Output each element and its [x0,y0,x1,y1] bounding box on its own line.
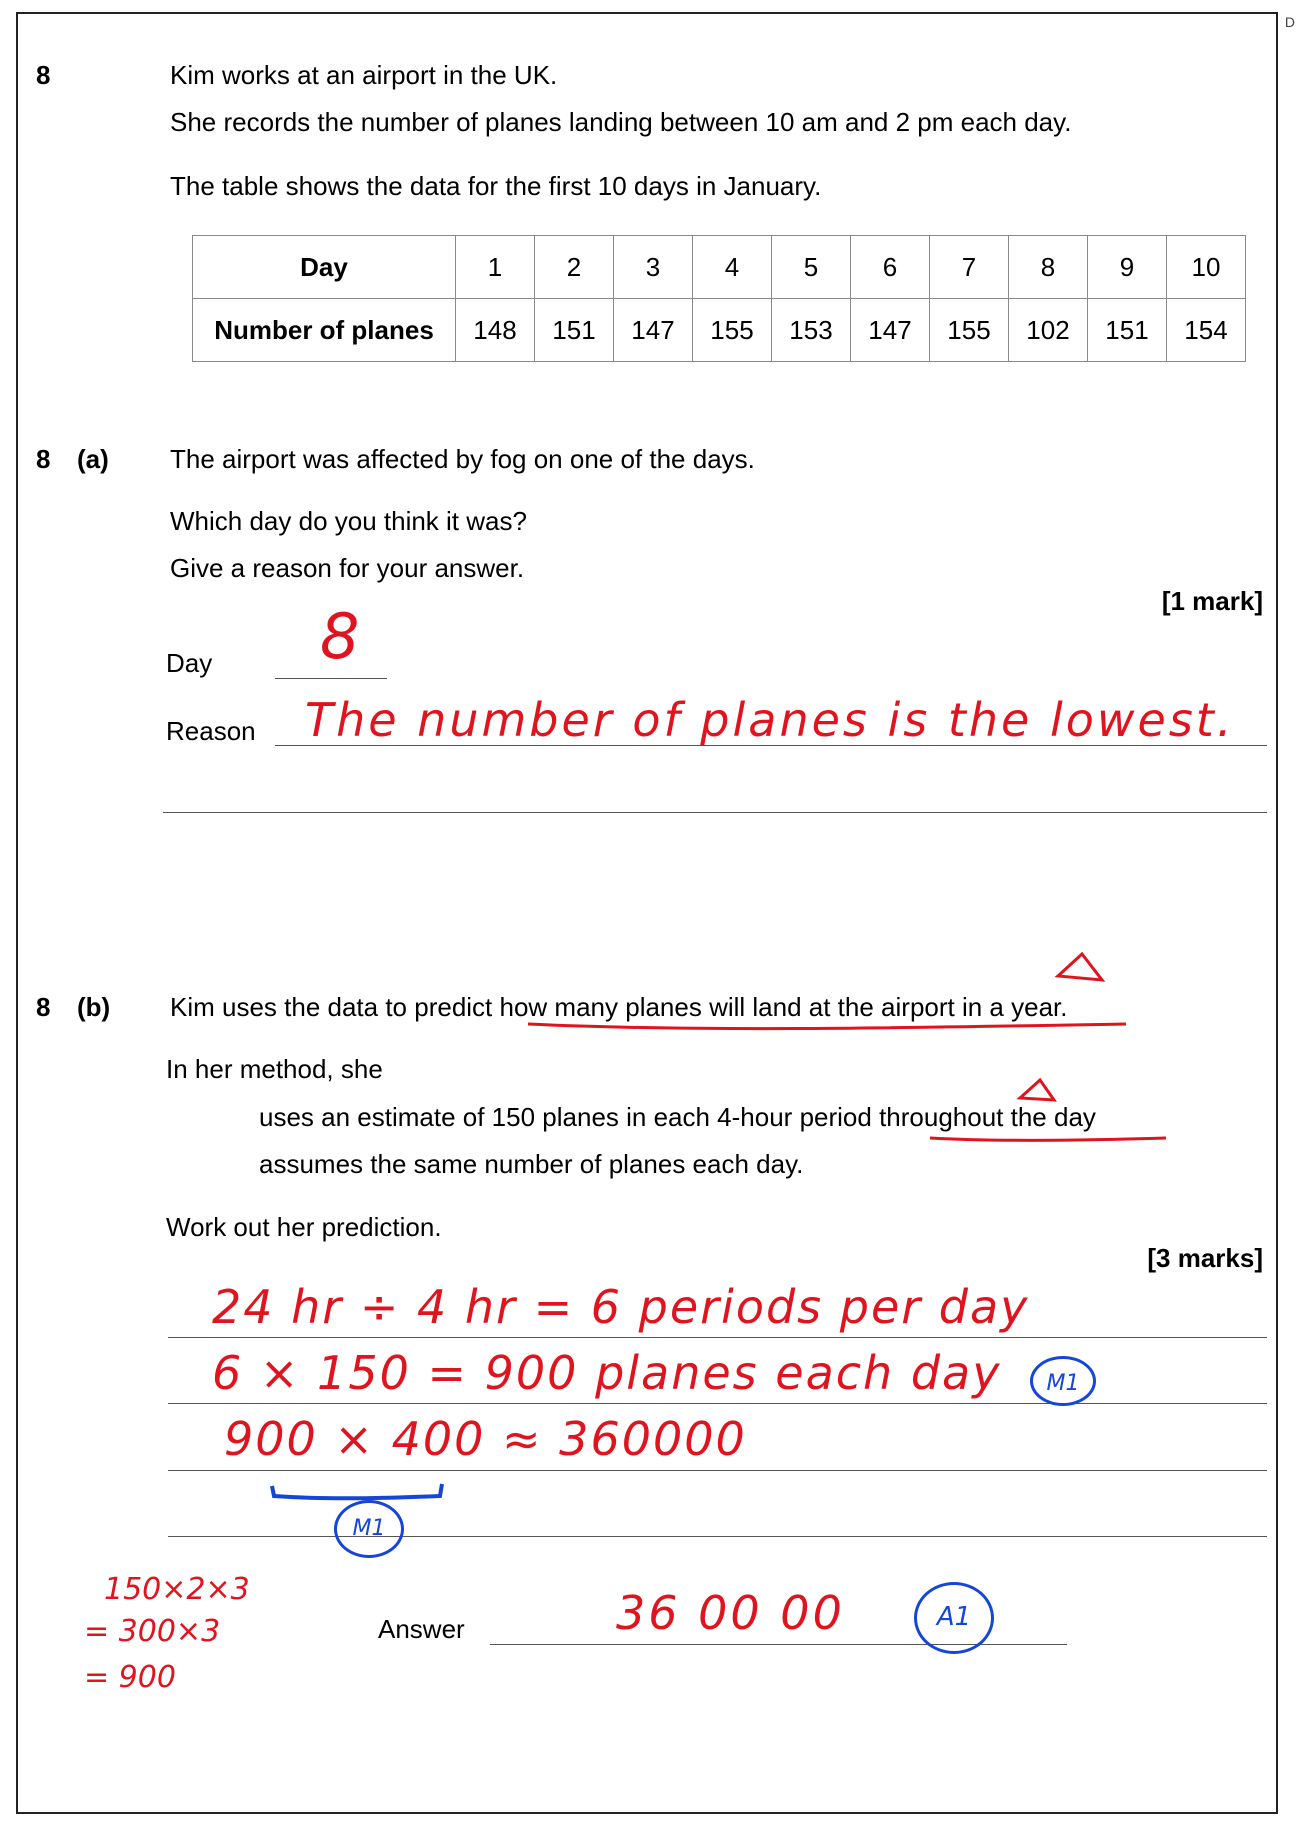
side-working-3: = 900 [84,1660,176,1695]
working-line [168,1403,1267,1404]
table-cell: 2 [535,236,614,299]
intro-line-1: Kim works at an airport in the UK. [170,60,558,90]
mark-a1-circle: A1 [914,1582,994,1654]
working-line [168,1536,1267,1537]
part-a-number: 8 [36,444,51,474]
table-cell: 147 [614,299,693,362]
table-cell: 155 [930,299,1009,362]
working-step-1: 24 hr ÷ 4 hr = 6 periods per day [212,1280,1030,1334]
part-a-label: (a) [77,444,109,474]
table-cell: 147 [851,299,930,362]
answer-label: Answer [378,1614,465,1644]
part-a-marks: [1 mark] [1161,586,1263,616]
reason-answer-handwritten: The number of planes is the lowest. [305,693,1235,747]
part-b-marks: [3 marks] [1147,1243,1263,1273]
part-b-number: 8 [36,992,51,1022]
table-cell: 154 [1167,299,1246,362]
part-b-bullet-2: assumes the same number of planes each day. [259,1149,804,1179]
table-cell: 8 [1009,236,1088,299]
side-working-2: = 300×3 [84,1614,221,1649]
table-cell: 5 [772,236,851,299]
part-b-line-3: Work out her prediction. [166,1212,442,1242]
intro-line-3: The table shows the data for the first 10 days in January. [170,171,822,201]
part-b-line-1: Kim uses the data to predict how many planes will land at the airport in a year. [170,992,1068,1022]
table-cell: 9 [1088,236,1167,299]
question-number: 8 [36,60,51,90]
working-line [168,1470,1267,1471]
table-cell: 7 [930,236,1009,299]
table-cell: 151 [535,299,614,362]
part-b-bullet-1: uses an estimate of 150 planes in each 4-hour period throughout the day [259,1102,1096,1132]
table-cell: 1 [456,236,535,299]
table-cell: 3 [614,236,693,299]
table-cell: 102 [1009,299,1088,362]
part-b-label: (b) [77,992,111,1022]
part-b-line-2: In her method, she [166,1054,383,1084]
table-row-planes [193,299,1246,362]
table-cell: 153 [772,299,851,362]
day-answer-line [275,678,387,679]
table-cell: 10 [1167,236,1246,299]
part-a-line-1: The airport was affected by fog on one of the days. [170,444,755,474]
answer-handwritten: 36 00 00 [616,1586,845,1640]
table-header-day: Day [193,236,456,299]
table-cell: 151 [1088,299,1167,362]
mark-m1-circle: M1 [334,1500,404,1558]
table-header-planes: Number of planes [193,299,456,362]
page-edge-mark: D [1284,14,1295,30]
day-label: Day [166,648,213,678]
planes-data-table [192,235,1246,362]
part-a-line-3: Give a reason for your answer. [170,553,525,583]
table-cell: 148 [456,299,535,362]
reason-label: Reason [166,716,256,746]
table-cell: 4 [693,236,772,299]
day-answer-handwritten: 8 [320,600,360,673]
part-a-line-2: Which day do you think it was? [170,506,527,536]
table-cell: 6 [851,236,930,299]
working-line [168,1337,1267,1338]
mark-m1-circle: M1 [1030,1356,1096,1406]
table-row-day [193,236,1246,299]
reason-extra-line [163,812,1267,813]
working-step-2: 6 × 150 = 900 planes each day [212,1346,1002,1400]
side-working-1: 150×2×3 [104,1572,250,1607]
intro-line-2: She records the number of planes landing between 10 am and 2 pm each day. [170,107,1072,137]
working-step-3: 900 × 400 ≈ 360000 [224,1412,747,1466]
table-cell: 155 [693,299,772,362]
